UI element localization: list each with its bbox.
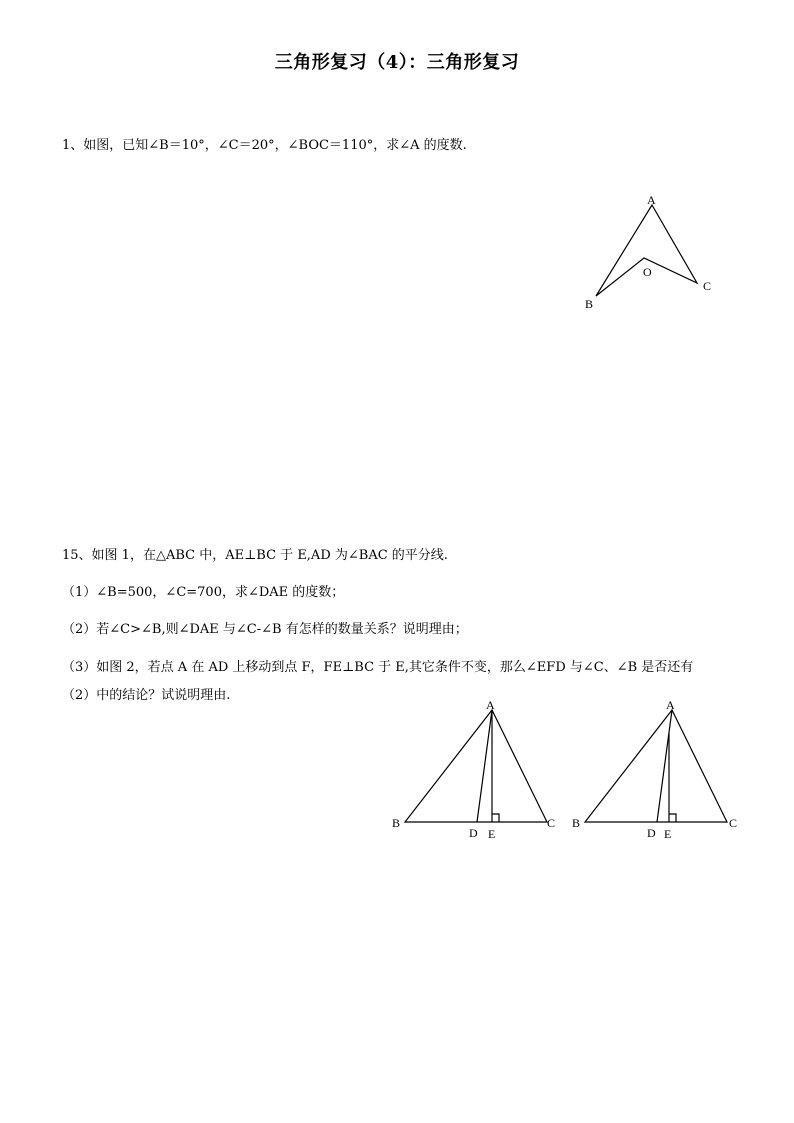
label-c: C bbox=[729, 816, 738, 830]
label-b: B bbox=[585, 297, 594, 311]
right-angle-mark bbox=[669, 814, 676, 822]
label-o: O bbox=[643, 265, 652, 279]
label-c: C bbox=[547, 816, 556, 830]
concave-quadrilateral-abco bbox=[596, 205, 697, 296]
problem-15-q3-line1: （3）如图 2，若点 A 在 AD 上移动到点 F，FE⊥BC 于 E,其它条件不变，那么∠EFD 与∠C、∠B 是否还有 bbox=[62, 660, 694, 675]
problem-15-q2: （2）若∠C>∠B,则∠DAE 与∠C-∠B 有怎样的数量关系？说明理由； bbox=[62, 622, 468, 637]
problem-15-figure-2 bbox=[565, 693, 755, 848]
problem-15-q3-line2: （2）中的结论？试说明理由. bbox=[62, 688, 231, 703]
label-a: A bbox=[647, 193, 656, 207]
label-a: A bbox=[666, 698, 675, 712]
label-c: C bbox=[703, 279, 712, 293]
label-e: E bbox=[664, 827, 672, 841]
label-b: B bbox=[392, 816, 401, 830]
page-title: 三角形复习（4）：三角形复习 bbox=[274, 52, 520, 73]
label-d: D bbox=[469, 826, 478, 840]
label-b: B bbox=[572, 816, 581, 830]
label-d: D bbox=[647, 826, 656, 840]
triangle-abc bbox=[585, 710, 727, 822]
label-e: E bbox=[488, 827, 496, 841]
label-a: A bbox=[486, 698, 495, 712]
triangle-abc bbox=[405, 710, 547, 822]
problem-15-intro: 15、如图 1，在△ABC 中，AE⊥BC 于 E,AD 为∠BAC 的平分线. bbox=[62, 548, 448, 563]
problem-15-figure-1 bbox=[385, 693, 575, 848]
problem-1-text: 1、如图，已知∠B＝10°，∠C＝20°，∠BOC＝110°，求∠A 的度数. bbox=[62, 138, 467, 153]
problem-1-figure bbox=[575, 188, 725, 318]
problem-15-q1: （1）∠B=500，∠C=700，求∠DAE 的度数； bbox=[62, 585, 345, 600]
right-angle-mark bbox=[492, 814, 499, 822]
